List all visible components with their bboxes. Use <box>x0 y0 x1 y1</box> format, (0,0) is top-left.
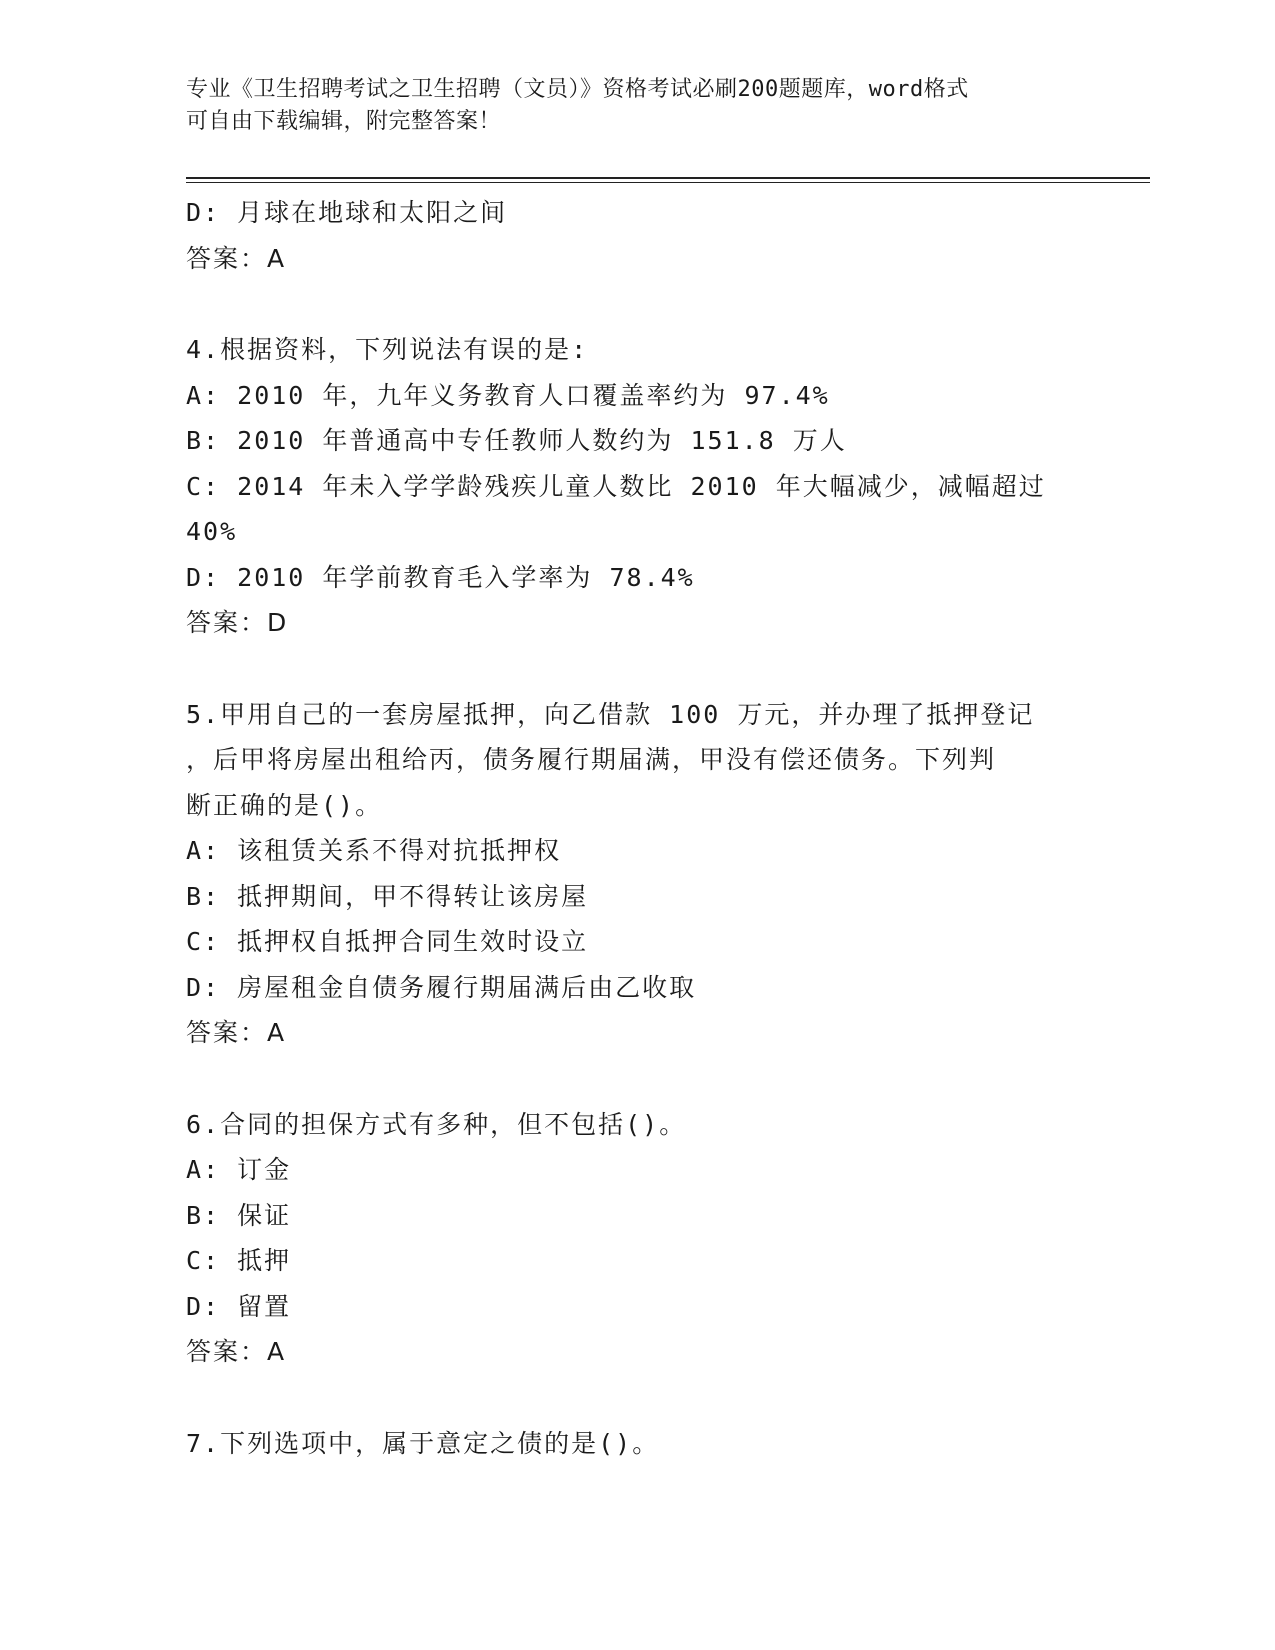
q6-option-b: B: 保证 <box>186 1200 292 1230</box>
q5-stem-line2: ，后甲将房屋出租给丙，债务履行期届满，甲没有偿还债务。下列判 <box>186 745 997 774</box>
q4-option-a: A: 2010 年，九年义务教育人口覆盖率约为 97.4% <box>186 380 830 410</box>
q5-option-d: D: 房屋租金自债务履行期届满后由乙收取 <box>186 972 697 1002</box>
q5-option-c: C: 抵押权自抵押合同生效时设立 <box>186 927 589 956</box>
spacer <box>186 1375 1086 1421</box>
q4-option-c-line2: 40% <box>186 517 238 546</box>
q7-stem: 7.下列选项中，属于意定之债的是()。 <box>186 1428 660 1458</box>
q4-option-d: D: 2010 年学前教育毛入学率为 78.4% <box>186 562 695 592</box>
spacer <box>186 646 1086 692</box>
q6-option-d: D: 留置 <box>186 1291 292 1321</box>
q4-stem: 4.根据资料，下列说法有误的是: <box>186 335 589 364</box>
q3-option-d: D: 月球在地球和太阳之间 <box>186 198 508 227</box>
question-5 <box>186 692 1086 1056</box>
question-7 <box>186 1421 1086 1467</box>
question-3-tail <box>186 190 1086 281</box>
header-line-1: 专业《卫生招聘考试之卫生招聘（文员）》资格考试必刷200题题库，word格式 <box>186 77 969 102</box>
question-4 <box>186 327 1086 646</box>
document-header <box>186 74 1086 138</box>
q4-option-c-line1: C: 2014 年未入学学龄残疾儿童人数比 2010 年大幅减少，减幅超过 <box>186 471 1046 501</box>
q4-option-b: B: 2010 年普通高中专任教师人数约为 151.8 万人 <box>186 426 847 455</box>
q5-option-a: A: 该租赁关系不得对抗抵押权 <box>186 836 562 865</box>
q3-answer: 答案：A <box>186 243 287 273</box>
spacer <box>186 1056 1086 1102</box>
q5-answer: 答案：A <box>186 1018 287 1047</box>
q6-option-a: A: 订金 <box>186 1155 292 1184</box>
q5-option-b: B: 抵押期间，甲不得转让该房屋 <box>186 881 589 911</box>
q5-stem-line3: 断正确的是()。 <box>186 790 383 820</box>
header-rule-thick <box>186 177 1150 179</box>
question-list <box>186 190 1086 1466</box>
header-rule-thin <box>186 182 1150 183</box>
q4-answer: 答案：D <box>186 608 289 637</box>
q6-option-c: C: 抵押 <box>186 1246 292 1275</box>
q6-stem: 6.合同的担保方式有多种，但不包括()。 <box>186 1109 687 1139</box>
q6-answer: 答案：A <box>186 1337 287 1366</box>
question-6 <box>186 1102 1086 1375</box>
q5-stem-line1: 5.甲用自己的一套房屋抵押，向乙借款 100 万元，并办理了抵押登记 <box>186 699 1035 729</box>
spacer <box>186 281 1086 327</box>
header-line-2: 可自由下载编辑，附完整答案！ <box>186 109 502 134</box>
